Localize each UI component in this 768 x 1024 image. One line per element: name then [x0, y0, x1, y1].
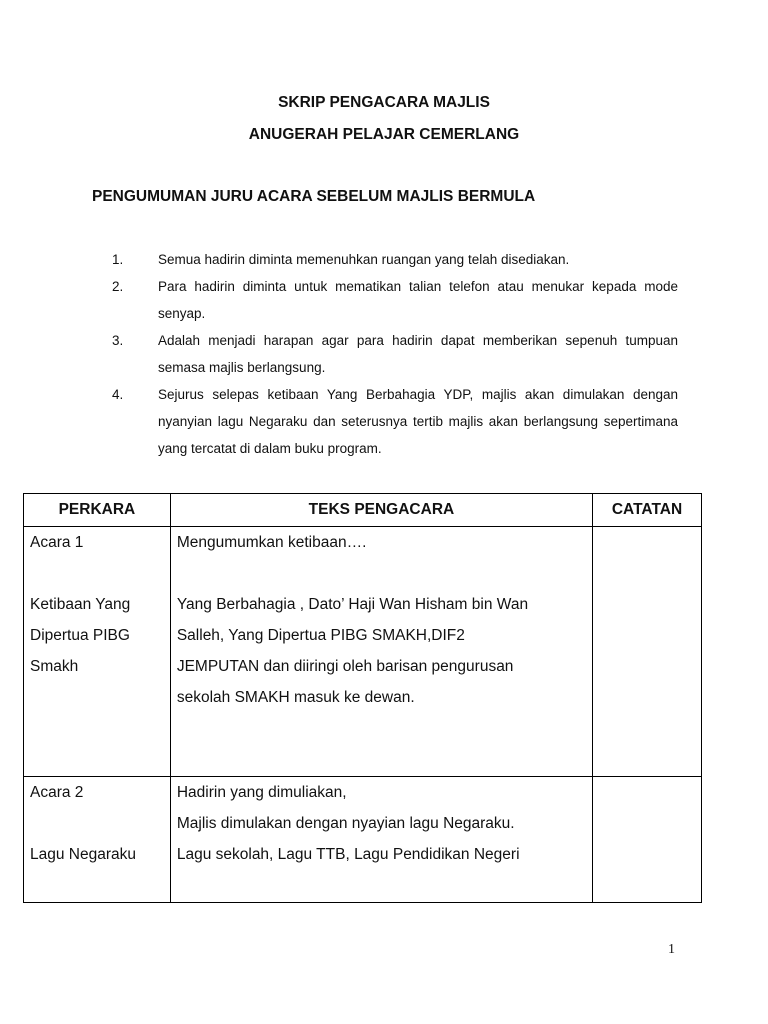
script-line: Yang Berbahagia , Dato’ Haji Wan Hisham bin Wan	[176, 596, 529, 613]
document-subtitle: ANUGERAH PELAJAR CEMERLANG	[248, 126, 520, 143]
list-text: Semua hadirin diminta memenuhkan ruangan yang telah disediakan.	[158, 252, 570, 267]
event-label: Acara 1	[30, 534, 84, 551]
catatan-cell	[593, 777, 702, 903]
list-number: 2.	[112, 279, 124, 294]
list-text: Para hadirin diminta untuk mematikan talian telefon atau menukar kepada mode senyap.	[158, 279, 678, 321]
event-item-line: Lagu Negaraku	[30, 846, 136, 863]
header-perkara: PERKARA	[24, 494, 171, 527]
script-line: Lagu sekolah, Lagu TTB, Lagu Pendidikan Negeri	[176, 846, 520, 863]
list-number: 4.	[112, 387, 124, 402]
event-item-line: Dipertua PIBG	[30, 627, 130, 644]
script-line: Salleh, Yang Dipertua PIBG SMAKH,DIF2	[176, 627, 465, 644]
table-row	[24, 527, 702, 777]
script-line: sekolah SMAKH masuk ke dewan.	[176, 689, 415, 706]
script-line: Hadirin yang dimuliakan,	[176, 784, 347, 801]
table-header-row	[24, 494, 702, 527]
script-line: Majlis dimulakan dengan nyayian lagu Negaraku.	[176, 815, 515, 832]
table-row	[24, 777, 702, 903]
catatan-cell	[593, 527, 702, 777]
document-title: SKRIP PENGACARA MAJLIS	[278, 94, 490, 111]
announcement-list	[112, 246, 678, 462]
list-number: 3.	[112, 333, 124, 348]
list-item	[112, 246, 678, 273]
script-table	[23, 493, 702, 903]
list-item	[112, 327, 678, 381]
event-item-line: Smakh	[30, 658, 79, 675]
list-text: Adalah menjadi harapan agar para hadirin dapat memberikan sepenuh tumpuan semasa majlis berlangsung.	[158, 333, 678, 375]
perkara-cell	[24, 777, 171, 903]
teks-cell	[170, 527, 592, 777]
event-label: Acara 2	[30, 784, 84, 801]
perkara-cell	[24, 527, 171, 777]
script-line: Mengumumkan ketibaan….	[176, 534, 367, 551]
list-number: 1.	[112, 252, 124, 267]
header-teks-pengacara: TEKS PENGACARA	[170, 494, 592, 527]
list-item	[112, 273, 678, 327]
event-item-line: Ketibaan Yang	[30, 596, 131, 613]
page-number: 1	[668, 942, 675, 957]
header-catatan: CATATAN	[593, 494, 702, 527]
script-line: JEMPUTAN dan diiringi oleh barisan pengurusan	[176, 658, 514, 675]
list-item	[112, 381, 678, 462]
section-heading: PENGUMUMAN JURU ACARA SEBELUM MAJLIS BERMULA	[92, 188, 536, 205]
list-text: Sejurus selepas ketibaan Yang Berbahagia YDP, majlis akan dimulakan dengan nyanyian lagu Negaraku dan seterusnya tertib majlis akan berlangsung sepertimana yang tercatat di dalam buku program.	[158, 387, 678, 456]
teks-cell	[170, 777, 592, 903]
